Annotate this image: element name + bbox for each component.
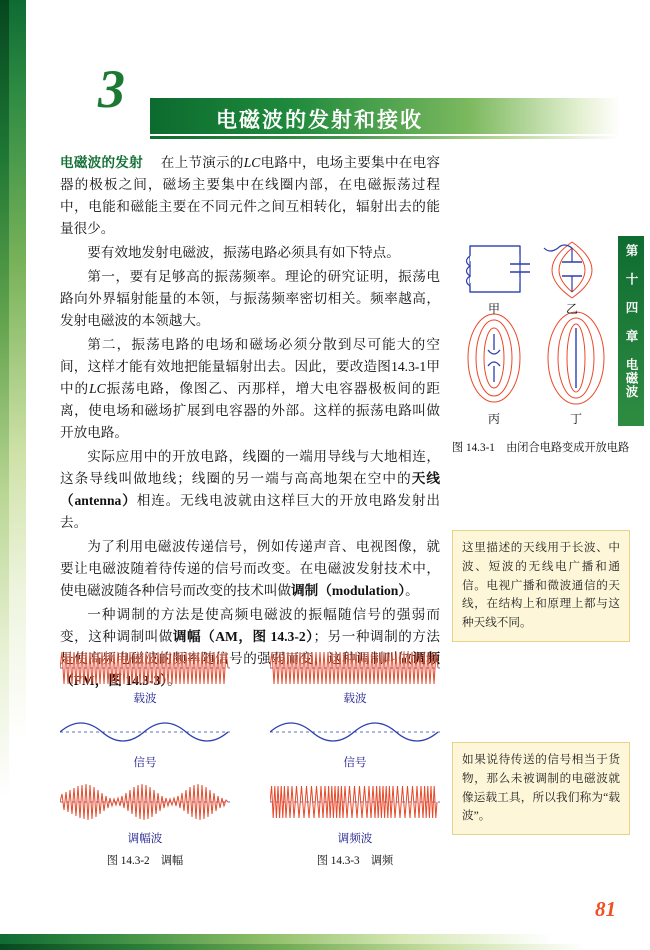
paragraph-3: 第一，要有足够高的振荡频率。理论的研究证明，振荡电路向外界辐射能量的本领，与振荡频率密切相关。频率越高，发射电磁波的本领越大。 <box>60 269 440 329</box>
paragraph-7: 一种调制的方法是使高频电磁波的振幅随信号的强弱而变，这种调制叫做调幅（AM，图 14.3-2）；另一种调制的方法是使高频电磁波的频率随信号的强弱而变，这种调制叫做调频（FM，图 14.3-3）。 <box>60 607 441 689</box>
fm-carrier-wave <box>270 648 440 688</box>
paragraph-1-lead: 电磁波的发射 <box>60 155 143 170</box>
note-antenna: 这里描述的天线用于长波、中波、短波的无线电广播和通信。电视广播和微波通信的天线，在结构上和原理上都与这种天线不同。 <box>452 530 630 642</box>
fm-modulated-label: 调频波 <box>337 832 373 845</box>
fm-modulated-wave <box>270 776 440 828</box>
bottom-gradient-strip-inner <box>0 944 650 950</box>
figure-label-bing: 丙 <box>488 412 501 426</box>
body-text-column <box>60 152 440 694</box>
chapter-side-tab-label: 第 十 四 章 电磁波 <box>624 244 638 399</box>
note-carrier: 如果说待传送的信号相当于货物，那么未被调制的电磁波就像运载工具，所以我们称为“载波”。 <box>452 742 630 835</box>
title-underline <box>150 136 620 139</box>
figure-14-3-1 <box>452 228 630 454</box>
figure-14-3-2-caption: 图 14.3-2 调幅 <box>106 855 184 867</box>
am-modulated-label: 调幅波 <box>127 832 163 845</box>
am-signal-label: 信号 <box>133 756 157 769</box>
paragraph-1 <box>60 152 440 240</box>
paragraph-2: 要有效地发射电磁波，振荡电路必须具有如下特点。 <box>87 245 400 261</box>
paragraph-4: 第二，振荡电路的电场和磁场必须分散到尽可能大的空间，这样才能有效地把能量辐射出去。因此，要改造图14.3-1甲中的LC振荡电路，像图乙、丙那样，增大电容器极板间的距离，使电场和磁场扩展到电容器的外部。这样的振荡电路叫做开放电路。 <box>60 337 441 441</box>
figure-label-yi: 乙 <box>566 302 579 316</box>
section-title-bar <box>150 98 620 134</box>
figure-14-3-3-caption: 图 14.3-3 调频 <box>316 855 394 867</box>
figure-14-3-1-caption: 图 14.3-1 由闭合电路变成开放电路 <box>452 442 630 454</box>
am-carrier-wave <box>60 648 230 688</box>
page-number: 81 <box>595 897 616 921</box>
paragraph-5: 实际应用中的开放电路，线圈的一端用导线与大地相连，这条导线叫做地线；线圈的另一端与高高地架在空中的天线（antenna）相连。无线电波就由这样巨大的开放电路发射出去。 <box>60 449 440 531</box>
figure-label-jia: 甲 <box>488 302 501 316</box>
section-number: 3 <box>98 59 125 119</box>
figure-label-ding: 丁 <box>570 412 583 426</box>
am-carrier-label: 载波 <box>133 692 157 705</box>
figure-14-3-1-graphic <box>452 228 628 433</box>
left-gradient-bar-inner <box>0 0 9 950</box>
fm-carrier-label: 载波 <box>343 692 367 705</box>
paragraph-6: 为了利用电磁波传递信号，例如传递声音、电视图像，就要让电磁波随着待传递的信号而改变。在电磁波发射技术中，使电磁波随各种信号而改变的技术叫做调制（modulation）。 <box>60 539 440 599</box>
page-title: 电磁波的发射和接收 <box>216 107 423 132</box>
paragraph-1-text: 在上节演示的LC电路中，电场主要集中在电容器的极板之间，磁场主要集中在线圈内部，在电磁振荡过程中，电能和磁能主要在不同元件之间互相转化，辐射出去的能量很少。 <box>60 155 441 237</box>
waveform-figures <box>52 648 452 903</box>
fm-signal-label: 信号 <box>343 756 367 769</box>
am-signal-wave <box>60 712 230 752</box>
am-modulated-wave <box>60 776 230 828</box>
fm-signal-wave <box>270 712 440 752</box>
